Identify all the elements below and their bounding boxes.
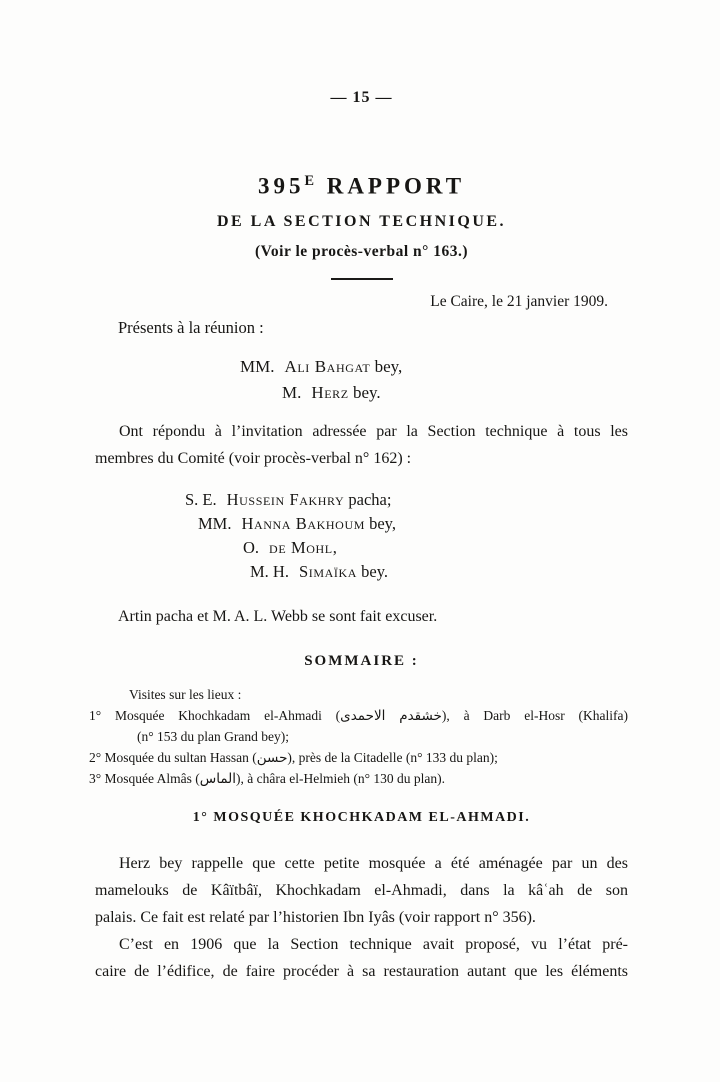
- report-subtitle: DE LA SECTION TECHNIQUE.: [216, 212, 507, 230]
- page-number: — 15 —: [330, 89, 393, 106]
- attendee-name: Ali Bahgat: [284, 356, 371, 376]
- separator-rule: [331, 278, 393, 280]
- attendee-line: [95, 560, 628, 584]
- paragraph-line: caire de l’édifice, de faire procéder à sa restauration autant que les éléments: [95, 962, 628, 980]
- sommaire-item-line: 3° Mosquée Almâs (الماس), à châra el-Helmieh (n° 130 du plan).: [89, 770, 445, 786]
- attendee-prefix: S. E.: [185, 489, 217, 509]
- body-paragraph: [95, 850, 628, 931]
- attendee-prefix: M. H.: [250, 561, 289, 581]
- paragraph-line: mamelouks de Kâïtbâï, Khochkadam el-Ahmadi, dans la kâʿah de son: [95, 881, 628, 899]
- attendee-name: Hanna Bakhoum: [241, 513, 365, 533]
- section-heading: 1° MOSQUÉE KHOCHKADAM EL-AHMADI.: [192, 809, 531, 825]
- attendee-line: [95, 512, 628, 536]
- attendee-name: Simaïka: [298, 561, 358, 581]
- attendee-prefix: MM.: [240, 356, 275, 376]
- attendee-prefix: M.: [282, 382, 302, 402]
- body-paragraph: [95, 931, 628, 985]
- attendee-prefix: O.: [243, 537, 260, 557]
- sommaire-heading: SOMMAIRE :: [304, 652, 419, 669]
- present-label: Présents à la réunion :: [118, 317, 264, 337]
- attendee-name: Herz: [311, 382, 349, 402]
- responded-list: [95, 488, 628, 584]
- attendee-line: [95, 354, 628, 380]
- attendee-line: [95, 488, 628, 512]
- paragraph-line: Herz bey rappelle que cette petite mosquée a été aménagée par un des: [119, 854, 628, 872]
- report-number-ordinal: E: [304, 173, 315, 189]
- paragraph-line: Ont répondu à l’invitation adressée par la Section technique à tous les: [119, 422, 628, 440]
- present-list: [95, 354, 628, 406]
- report-number: 395: [257, 173, 305, 199]
- attendee-suffix: ,: [332, 537, 337, 557]
- attendee-line: [95, 380, 628, 406]
- attendee-suffix: bey.: [348, 382, 381, 402]
- sommaire-item-line: (n° 153 du plan Grand bey);: [137, 728, 289, 744]
- paragraph-line: C’est en 1906 que la Section technique avait proposé, vu l’état pré-: [119, 935, 628, 953]
- attendee-suffix: pacha;: [344, 489, 392, 509]
- sommaire-intro: Visites sur les lieux :: [129, 686, 242, 702]
- sommaire-item-line: 1° Mosquée Khochkadam el-Ahmadi (خشقدم الاحمدى), à Darb el-Hosr (Khalifa): [89, 707, 629, 723]
- attendee-suffix: bey,: [364, 513, 396, 533]
- reference-note: (Voir le procès-verbal n° 163.): [255, 242, 468, 260]
- excused-note: Artin pacha et M. A. L. Webb se sont fait excuser.: [118, 607, 438, 625]
- attendee-name: de Mohl: [269, 537, 333, 557]
- attendee-suffix: bey,: [370, 356, 403, 376]
- sommaire-list: [89, 684, 628, 789]
- attendee-suffix: bey.: [357, 561, 389, 581]
- paragraph-line: palais. Ce fait est relaté par l’historien Ibn Iyâs (voir rapport n° 356).: [95, 908, 536, 926]
- report-title: [95, 168, 628, 200]
- report-title-word: RAPPORT: [326, 173, 466, 199]
- attendee-name: Hussein Fakhry: [226, 489, 345, 509]
- responded-paragraph: [95, 418, 628, 472]
- sommaire-item-line: 2° Mosquée du sultan Hassan (حسن), près de la Citadelle (n° 133 du plan);: [89, 749, 498, 765]
- paragraph-line: membres du Comité (voir procès-verbal n° 162) :: [95, 449, 412, 467]
- dateline: Le Caire, le 21 janvier 1909.: [430, 292, 608, 310]
- attendee-line: [95, 536, 628, 560]
- attendee-prefix: MM.: [198, 513, 232, 533]
